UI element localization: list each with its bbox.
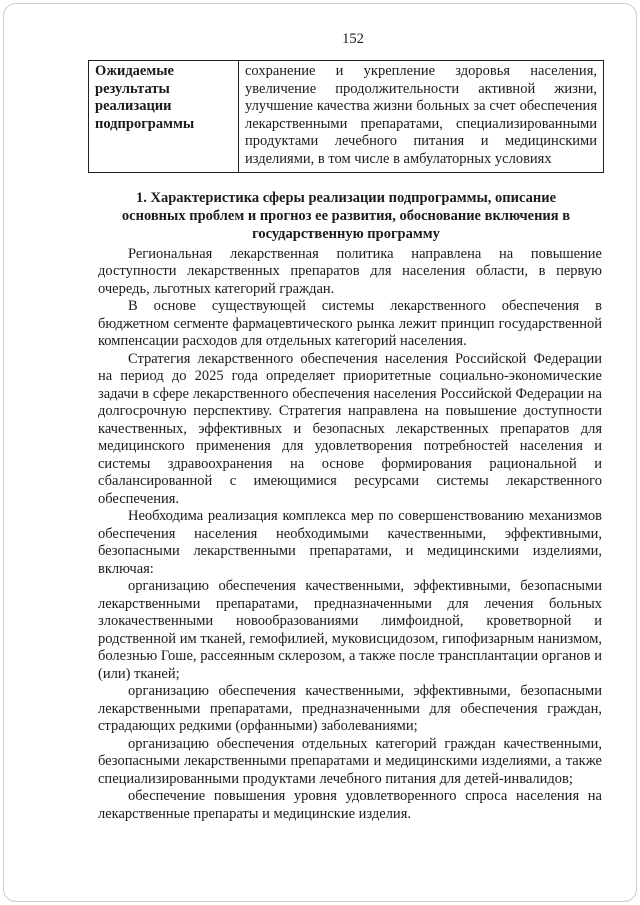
body-text (98, 246, 602, 824)
paragraph-item-oncology: организацию обеспечения качественными, эффективными, безопасными лекарственными препаратами, предназначенными для лечения больных злокачественными новообразованиями лимфоидной, кроветворной и родственной им тканей, гемофилией, муковисцидозом, гипофизарным нанизмом, болезнью Гоше, рассеянным склерозом, а также после трансплантации органов и (или) тканей; (98, 578, 602, 682)
paragraph-item-demand: обеспечение повышения уровня удовлетворенного спроса населения на лекарственные препараты и медицинские изделия. (98, 788, 602, 822)
paragraph-budget-segment: В основе существующей системы лекарственного обеспечения в бюджетном сегменте фармацевтического рынка лежит принцип государственной компенсации расходов для отдельных категорий населения. (98, 298, 602, 350)
section-heading: 1. Характеристика сферы реализации подпрограммы, описание основных проблем и прогноз ее развития, обоснование включения в государственную программу (121, 189, 571, 242)
table-row (89, 61, 604, 173)
table-value-cell: сохранение и укрепление здоровья населения, увеличение продолжительности активной жизни, улучшение качества жизни больных за счет обеспечения лекарственными препаратами, специализированными продуктами лечебного питания и медицинскими изделиями, в том числе в амбулаторных условиях (239, 61, 604, 173)
paragraph-regional-policy: Региональная лекарственная политика направлена на повышение доступности лекарственных препаратов для населения области, в первую очередь, льготных категорий граждан. (98, 245, 602, 297)
paragraph-item-special-categories: организацию обеспечения отдельных категорий граждан качественными, безопасными лекарственными препаратами и медицинскими изделиями, а также специализированными продуктами лечебного питания для детей-инвалидов; (98, 735, 602, 787)
table-label-cell: Ожидаемые результаты реализации подпрограммы (89, 61, 239, 173)
page-number: 152 (342, 31, 364, 47)
paragraph-measures-intro: Необходима реализация комплекса мер по совершенствованию механизмов обеспечения населения необходимыми качественными, эффективными, безопасными лекарственными препаратами, и медицинскими изделиями, включая: (98, 508, 602, 577)
expected-results-table (88, 60, 604, 173)
paragraph-item-orphan-diseases: организацию обеспечения качественными, эффективными, безопасными лекарственными препаратами, предназначенными для обеспечения граждан, страдающих редкими (орфанными) заболеваниями; (98, 683, 602, 735)
paragraph-strategy-2025: Стратегия лекарственного обеспечения населения Российской Федерации на период до 2025 года определяет приоритетные социально-экономические задачи в сфере лекарственного обеспечения населения Российской Федерации на долгосрочную перспективу. Стратегия направлена на повышение доступности качественных, эффективных и безопасных лекарственных препаратов для медицинского применения для удовлетворения потребностей населения и системы здравоохранения на основе формирования рациональной и сбалансированной с имеющимися ресурсами системы лекарственного обеспечения. (98, 350, 602, 507)
